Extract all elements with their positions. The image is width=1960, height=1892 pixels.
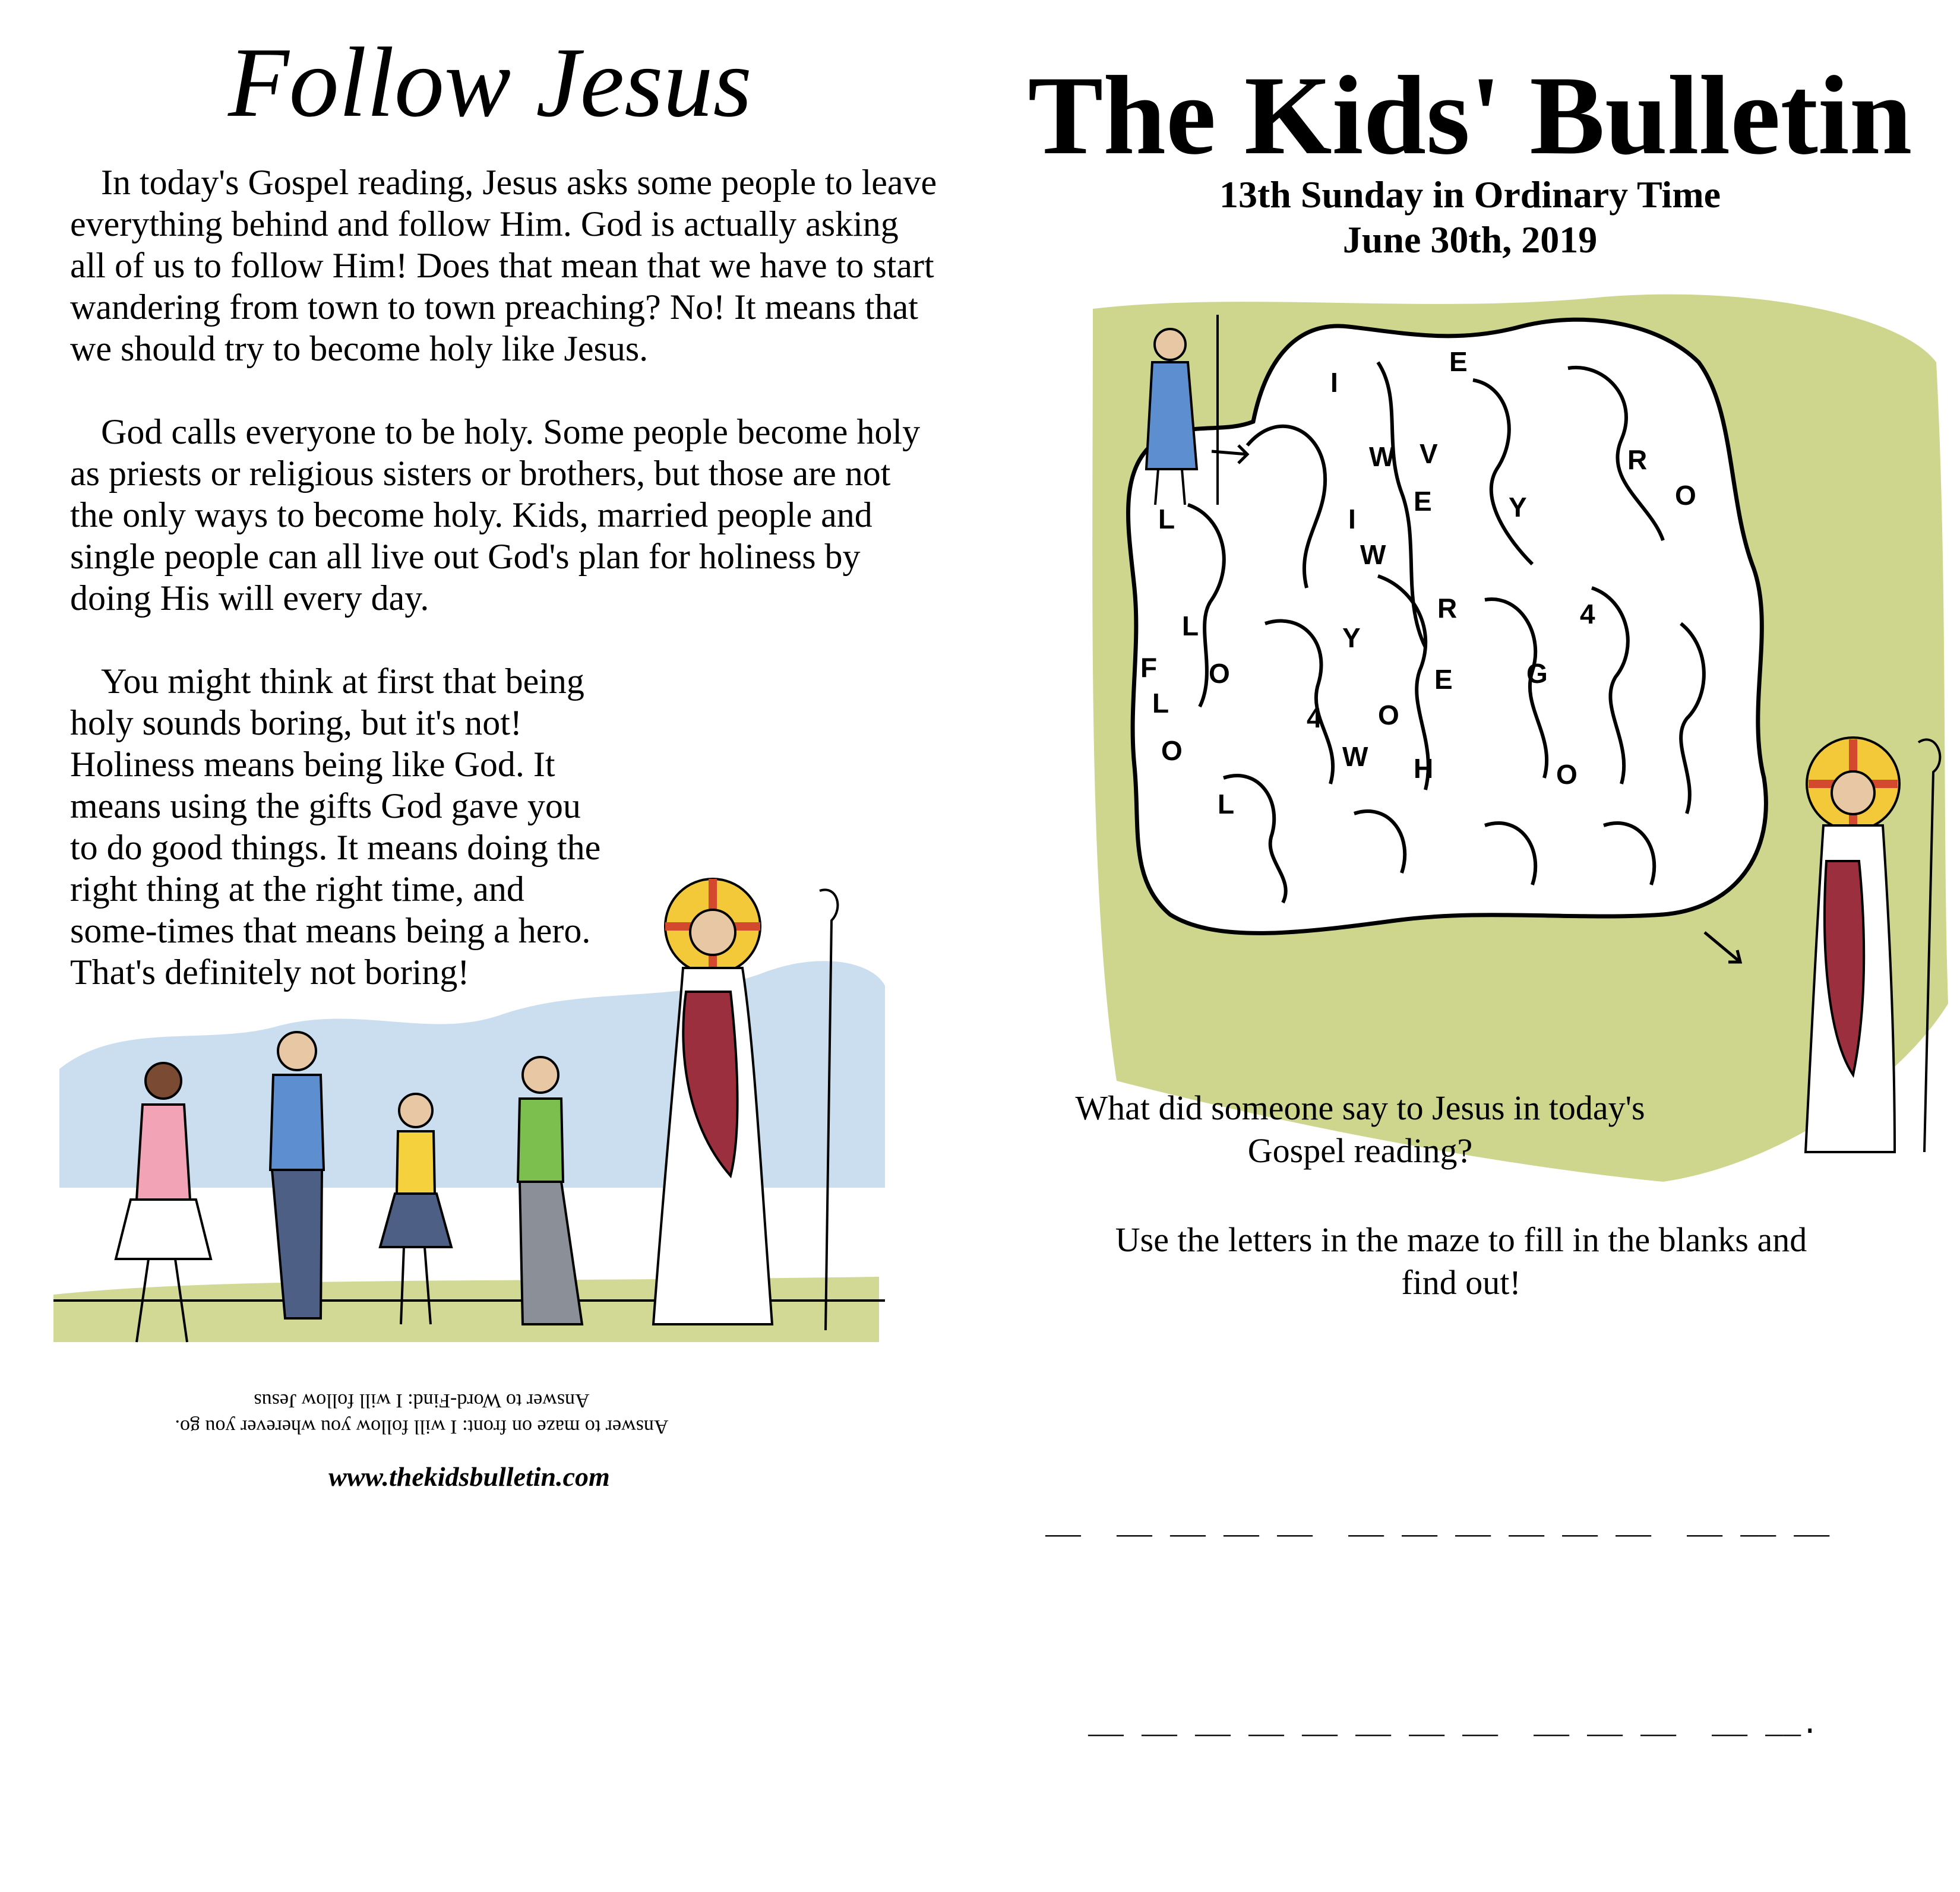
maze-letter: O (1209, 658, 1230, 689)
answer-blanks (1045, 1360, 1936, 1892)
maze-illustration (1069, 291, 1954, 1200)
maze-letter: 4 (1580, 599, 1595, 629)
maze-letter: R (1627, 444, 1648, 475)
maze-letter: 4 (1307, 703, 1322, 733)
maze-letter: L (1152, 688, 1169, 719)
follow-jesus-illustration (48, 867, 891, 1378)
maze-letter: O (1556, 759, 1578, 790)
maze-letter: R (1437, 593, 1458, 624)
child-boy-blue (270, 1032, 324, 1318)
maze-letter: E (1414, 486, 1432, 517)
maze-letter: L (1158, 504, 1175, 534)
bulletin-subtitle (980, 172, 1960, 262)
left-panel (0, 0, 980, 1514)
maze-letter: H (1414, 753, 1434, 784)
website-url: www.thekidsbulletin.com (328, 1461, 610, 1492)
maze-letter: Y (1509, 492, 1527, 523)
blanks-line-1: __ __ __ __ __ __ __ __ __ __ __ __ __ __ (1045, 1509, 1830, 1543)
answer-wordfind: Answer to Word-Find: I will follow Jesus (254, 1390, 590, 1412)
answer-maze: Answer to maze on front: I will follow you wherever you go. (175, 1416, 669, 1438)
paragraph-3: You might think at first that being holy sounds boring, but it's not! Holiness means being like God. It means using the gifts God gave you to do good things. It means doing the right thing at the right time, and some-times that means being a hero. That's definitely not boring! (70, 662, 601, 992)
maze-letter: O (1378, 700, 1399, 730)
paragraph-2: God calls everyone to be holy. Some people become holy as priests or religious sisters or brothers, but those are not the only ways to become holy. Kids, married people and single people can all live out God's plan for holiness by doing His will every day. (70, 412, 921, 618)
paragraph-1: In today's Gospel reading, Jesus asks some people to leave everything behind and follow Him. God is actually asking all of us to follow Him! Does that mean that we have to start wandering from town to town preaching? No! It means that we should try to become holy like Jesus. (70, 163, 937, 368)
maze-letter: F (1140, 652, 1158, 683)
maze-letter: O (1161, 735, 1183, 766)
maze-letter: L (1218, 789, 1235, 820)
maze-letter: E (1434, 664, 1453, 695)
maze-letter: I (1330, 367, 1338, 398)
maze-letter: W (1360, 539, 1386, 570)
maze-letter: W (1342, 741, 1368, 772)
question-text: What did someone say to Jesus in today's Gospel reading? (1075, 1089, 1645, 1170)
maze-letter: W (1369, 441, 1395, 472)
subtitle-line-2: June 30th, 2019 (1342, 219, 1598, 261)
instruction-text: Use the letters in the maze to fill in the blanks and find out! (1115, 1220, 1807, 1302)
bulletin-title: The Kids' Bulletin (1028, 53, 1912, 178)
maze-letter: L (1182, 610, 1199, 641)
maze-letter: V (1420, 438, 1438, 469)
right-panel (980, 0, 1960, 1742)
maze-letter: Y (1342, 622, 1361, 653)
maze-letter: I (1348, 504, 1356, 534)
left-title: Follow Jesus (228, 27, 752, 138)
blanks-line-2: __ __ __ __ __ __ __ __ __ __ __ __ __. (1088, 1709, 1819, 1742)
maze-letter: O (1675, 480, 1696, 511)
maze-letter: G (1526, 658, 1548, 689)
maze-letter: E (1449, 346, 1468, 377)
subtitle-line-1: 13th Sunday in Ordinary Time (1219, 173, 1721, 216)
upside-down-answers (71, 1387, 772, 1439)
